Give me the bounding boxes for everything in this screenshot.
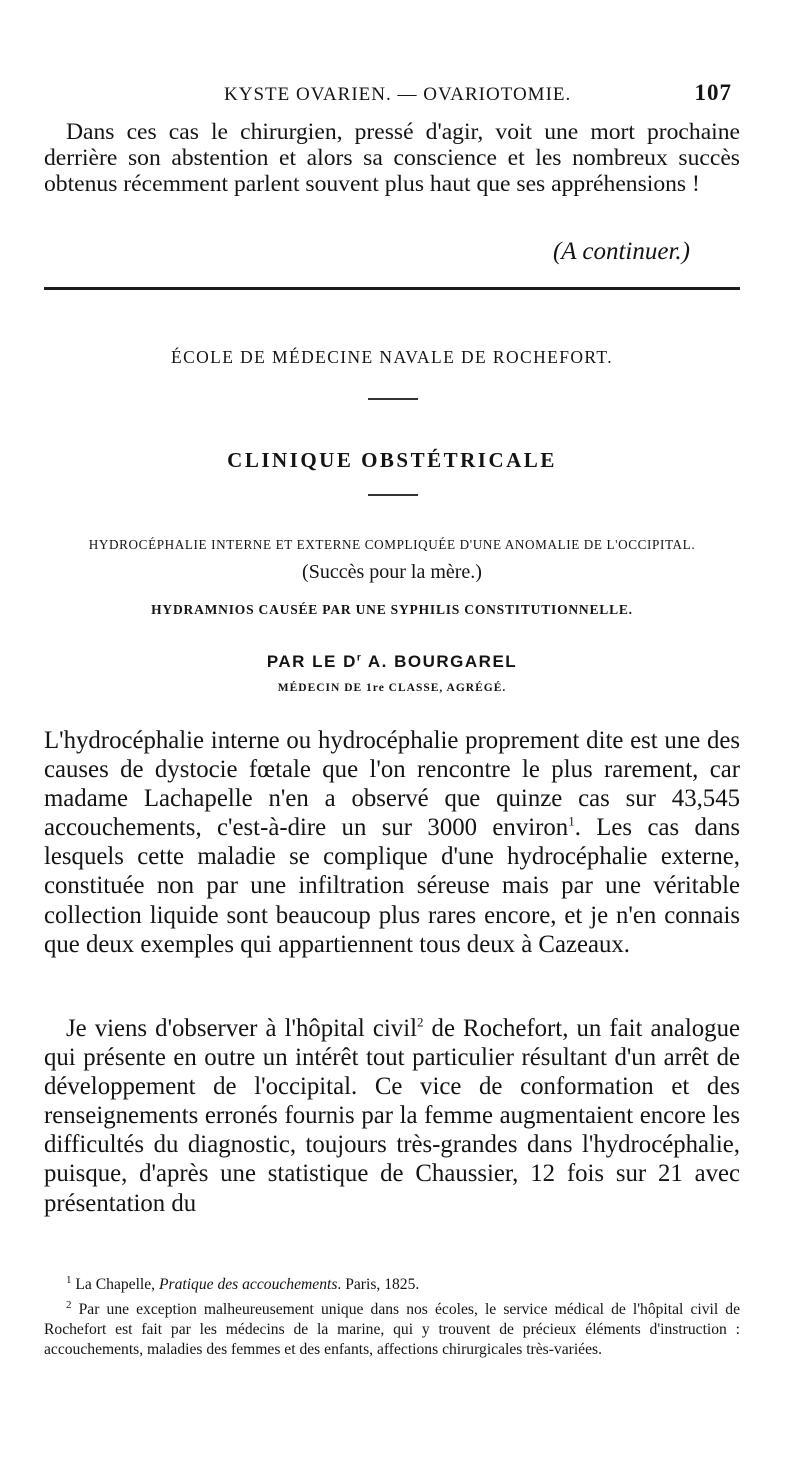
paragraph-text: L'hydrocéphalie interne ou hydrocéphalie proprement dite est une des causes de dystocie fœtale que l'on rencontre le plus rarement, car madame Lachapelle n'en a observé que quinze cas sur 43,545 accouchements, c'est-à-dire un sur 3000 environ — [44, 727, 740, 842]
section-divider — [44, 287, 740, 290]
body-paragraph — [44, 1014, 740, 1218]
short-divider — [368, 494, 418, 496]
article-subtitle-note: (Succès pour la mère.) — [302, 561, 482, 583]
footnote-text: . Paris, 1825. — [337, 1276, 420, 1294]
running-header — [44, 80, 740, 110]
author-title-sup: r — [356, 652, 363, 664]
running-title: KYSTE OVARIEN. — OVARIOTOMIE. — [224, 84, 572, 105]
footnote-author: La Chapelle, — [75, 1276, 159, 1294]
article-subtitle: HYDRAMNIOS CAUSÉE PAR UNE SYPHILIS CONSTITUTIONNELLE. — [151, 602, 633, 617]
author-name: A. BOURGAREL — [362, 652, 518, 671]
book-page — [44, 0, 740, 1470]
footnote — [44, 1295, 740, 1360]
footnote — [44, 1270, 740, 1295]
article-subtitle: HYDROCÉPHALIE INTERNE ET EXTERNE COMPLIQUÉE D'UNE ANOMALIE DE L'OCCIPITAL. — [88, 537, 696, 552]
footnote-mark: 2 — [66, 1299, 72, 1312]
paragraph-text: de Rochefort, un fait analogue qui présente en outre un intérêt tout particulier résultant d'un arrêt de développement de l'occipital. Ce vice de conformation et des renseignements erronés fournis par la femme augmentaient encore les difficultés du diagnostic, toujours très-grandes dans l'hydrocéphalie, puisque, d'après une statistique de Chaussier, 12 fois sur 21 avec présentation du — [44, 1015, 740, 1217]
footnotes — [44, 1270, 740, 1360]
footnote-reference: 2 — [416, 1014, 424, 1030]
footnote-text: Par une exception malheureusement unique dans nos écoles, le service médical de l'hôpital civil de Rochefort est fait par les médecins de la marine, qui y trouvent de précieux éléments d'instruction : accouchements, maladies des femmes et des enfants, affections chirurgicales très-variées. — [44, 1301, 741, 1359]
author-byline — [44, 652, 740, 672]
paragraph-text: . Les cas dans lesquels cette maladie se complique d'une hydrocéphalie externe, constituée non par une infiltration séreuse mais par une véritable collection liquide sont beaucoup plus rares encore, et je n'en connais que deux exemples qui appartiennent tous deux à Cazeaux. — [44, 814, 740, 958]
article-title: CLINIQUE OBSTÉTRICALE — [227, 448, 557, 472]
author-prefix: PAR LE D — [266, 652, 357, 671]
footnote-mark: 1 — [66, 1274, 72, 1286]
school-heading: ÉCOLE DE MÉDECINE NAVALE DE ROCHEFORT. — [170, 347, 613, 367]
author-rank: MÉDECIN DE 1re CLASSE, AGRÉGÉ. — [277, 682, 507, 694]
page-number: 107 — [694, 80, 732, 105]
short-divider — [368, 398, 418, 400]
continuation-note: (A continuer.) — [552, 238, 690, 265]
paragraph-text: Je viens d'observer à l'hôpital civil — [66, 1015, 417, 1042]
footnote-reference: 1 — [568, 814, 575, 830]
body-paragraph — [44, 726, 740, 959]
footnote-book-title: Pratique des accouchements — [158, 1276, 338, 1294]
intro-paragraph: Dans ces cas le chirurgien, pressé d'agir, voit une mort prochaine derrière son abstention et alors sa conscience et les nombreux succès obtenus récemment parlent souvent plus haut que ses appréhensions ! — [44, 119, 740, 197]
